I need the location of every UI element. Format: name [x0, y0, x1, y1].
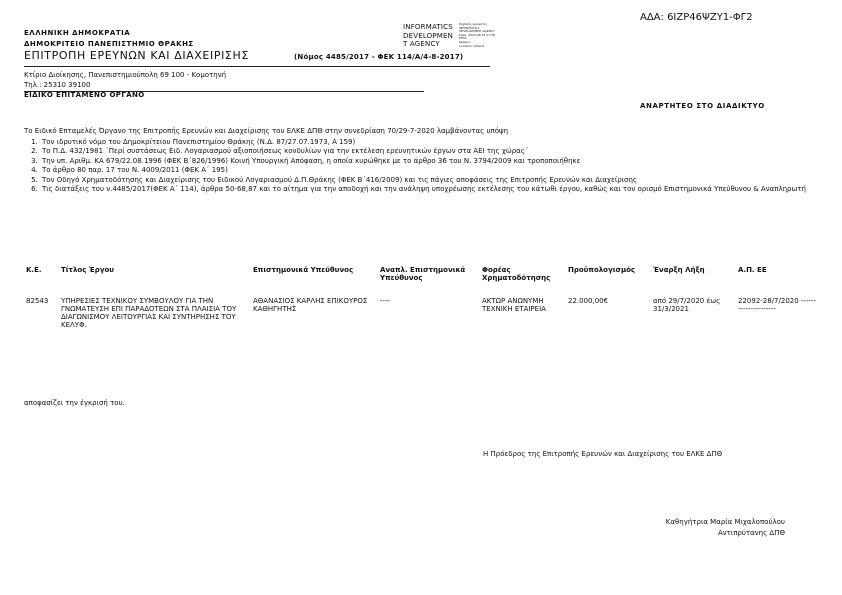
- stamp-fine-line: Digitally signed by: [459, 22, 487, 26]
- header-title: Τίτλος Έργου: [61, 266, 115, 274]
- signature-role: Αντιπρύτανης ΔΠΘ: [717, 529, 785, 537]
- header-university: ΔΗΜΟΚΡΙΤΕΙΟ ΠΑΝΕΠΙΣΤΗΜΙΟ ΘΡΑΚΗΣ: [24, 40, 194, 48]
- header-country: ΕΛΛΗΝΙΚΗ ΔΗΜΟΚΡΑΤΙΑ: [24, 29, 131, 37]
- header-ap: Α.Π. ΕΕ: [738, 266, 767, 274]
- consideration-item: 5. Τον Οδηγό Χρηματοδότησης και Διαχείρισης του Ειδικού Λογαριασμού Δ.Π.Θράκης (ΦΕΚ Β΄416/2009) και τις πάγιες αποφάσεις της Επιτροπής Ερευνών και Διαχείρισης: [40, 176, 810, 185]
- header-funder: Φορέας Χρηματοδότησης: [482, 266, 551, 283]
- stamp-line-3: T AGENCY: [403, 40, 440, 48]
- signature-name: Καθηγήτρια Μαρία Μιχαλοπούλου: [665, 518, 785, 526]
- header-ke: Κ.Ε.: [26, 266, 42, 274]
- header-period: Έναρξη Λήξη: [653, 266, 705, 274]
- digital-signature-stamp: [403, 23, 519, 49]
- stamp-fine-line: Reason:: [459, 39, 472, 44]
- ada-code: ΑΔΑ: 6ΙΖΡ46ΨΖΥ1-ΦΓ2: [640, 12, 753, 23]
- consideration-item: 2. Το Π.Δ. 432/1981 ΄Περί συστάσεως Ειδ. Λογαριασμού αξιοποιήσεως κονδυλίων για την εκτέλεση ερευνητικών έργων στα ΑΕΙ της χώρας΄: [40, 147, 810, 156]
- header-phone: Τηλ.: 25310 39100: [24, 81, 91, 89]
- header-responsible: Επιστημονικά Υπεύθυνος: [253, 266, 354, 274]
- header-committee: ΕΠΙΤΡΟΠΗ ΕΡΕΥΝΩΝ ΚΑΙ ΔΙΑΧΕΙΡΙΣΗΣ: [24, 49, 249, 62]
- cell-period: από 29/7/2020 έως 31/3/2021: [653, 296, 721, 313]
- header-deputy: Αναπλ. Επιστημονικά Υπεύθυνος: [380, 266, 466, 283]
- header-budget: Προϋπολογισμός: [568, 266, 636, 274]
- stamp-fine-print: [459, 23, 519, 49]
- cell-title: ΥΠΗΡΕΣΙΕΣ ΤΕΧΝΙΚΟΥ ΣΥΜΒΟΥΛΟΥ ΓΙΑ ΤΗΝ ΓΝΩΜΑΤΕΥΣΗ ΕΠΙ ΠΑΡΑΔΟΤΕΩΝ ΣΤΑ ΠΛΑΙΣΙΑ ΤΟΥ ΔΙΑΓΩΝΙΣΜΟΥ ΛΕΙΤΟΥΡΓΙΑΣ ΚΑΙ ΣΥΝΤΗΡΗΣΗΣ ΤΟΥ ΚΕΛΥΦ.: [61, 296, 237, 330]
- stamp-line-2: DEVELOPMEN: [403, 31, 454, 40]
- stamp-fine-line: EEST: [459, 36, 467, 41]
- consideration-item: 4. Το άρθρο 80 παρ. 17 του Ν. 4009/2011 (ΦΕΚ Α΄ 195): [40, 166, 810, 175]
- cell-deputy: ----: [380, 296, 391, 305]
- cell-ke: 82543: [26, 296, 49, 305]
- posted-label: ΑΝΑΡΤΗΤΕΟ ΣΤΟ ΔΙΑΔΙΚΤΥΟ: [640, 102, 765, 110]
- stamp-fine-line: Date: 2020.08.18 17:56: [459, 32, 496, 37]
- table-header-row: [26, 266, 822, 297]
- consideration-item: 3. Την υπ. Αριθμ. ΚΑ 679/22.08.1996 (ΦΕΚ Β΄826/1996) Κοινή Υπουργική Απόφαση, η οποία κυρώθηκε με το άρθρο 36 του Ν. 3794/2009 και τροποποιήθηκε: [40, 157, 810, 166]
- cell-funder: ΑΚΤΩΡ ΑΝΩΝΥΜΗ ΤΕΧΝΙΚΗ ΕΤΑΙΡΕΙΑ: [482, 296, 546, 313]
- stamp-line-1: INFORMATICS: [403, 23, 453, 31]
- consideration-item: 6. Τις διατάξεις του ν.4485/2017(ΦΕΚ Α΄ 114), άρθρα 50-68,87 και το αίτημα για την αποδοχή και την ανάληψη υποχρέωσης εκτέλεσης του κάτωθι έργου, καθώς και τον ορισμό Επιστημονικά Υπεύθυνου & Αναπληρωτή: [40, 185, 810, 194]
- header-organ: ΕΙΔΙΚΟ ΕΠΙΤΑΜΕΝΟ ΟΡΓΑΝΟ: [24, 91, 145, 99]
- signature-title: Η Πρόεδρος της Επιτροπής Ερευνών και Διαχείρισης του ΕΛΚΕ ΔΠΘ: [483, 450, 723, 458]
- header-address: Κτίριο Διοίκησης, Πανεπιστημιούπολη 69 100 - Κομοτηνή: [24, 71, 227, 79]
- approval-text: αποφασίζει την έγκρισή του.: [24, 399, 125, 407]
- cell-responsible: ΑΘΑΝΑΣΙΟΣ ΚΑΡΛΗΣ ΕΠΙΚΟΥΡΟΣ ΚΑΘΗΓΗΤΗΣ: [253, 296, 368, 313]
- stamp-fine-line: INFORMATICS: [459, 25, 480, 30]
- organ-divider: [24, 91, 424, 92]
- project-table: [26, 266, 822, 330]
- stamp-fine-line: DEVELOPMENT AGENCY: [459, 29, 495, 34]
- header-law-reference: (Νόμος 4485/2017 - ΦΕΚ 114/Α/4-8-2017): [294, 53, 464, 61]
- cell-ap: 22092-28/7/2020 ---------------------: [738, 296, 817, 313]
- table-row: [26, 297, 822, 330]
- header-divider: [24, 66, 490, 67]
- cell-budget: 22.000,00€: [568, 296, 609, 305]
- stamp-fine-line: Location: Athens: [459, 43, 485, 48]
- consideration-item: 1. Τον ιδρυτικό νόμο του Δημοκρίτειου Πανεπιστημίου Θράκης (Ν.Δ. 87/27.07.1973, Α 159): [40, 138, 810, 147]
- considerations-list: [24, 138, 810, 194]
- intro-paragraph: Το Ειδικό Επταμελές Όργανο της Επιτροπής Ερευνών και Διαχείρισης του ΕΛΚΕ ΔΠΘ στην συνεδρίαση 70/29-7-2020 λαμβάνοντας υπόψη: [24, 127, 509, 135]
